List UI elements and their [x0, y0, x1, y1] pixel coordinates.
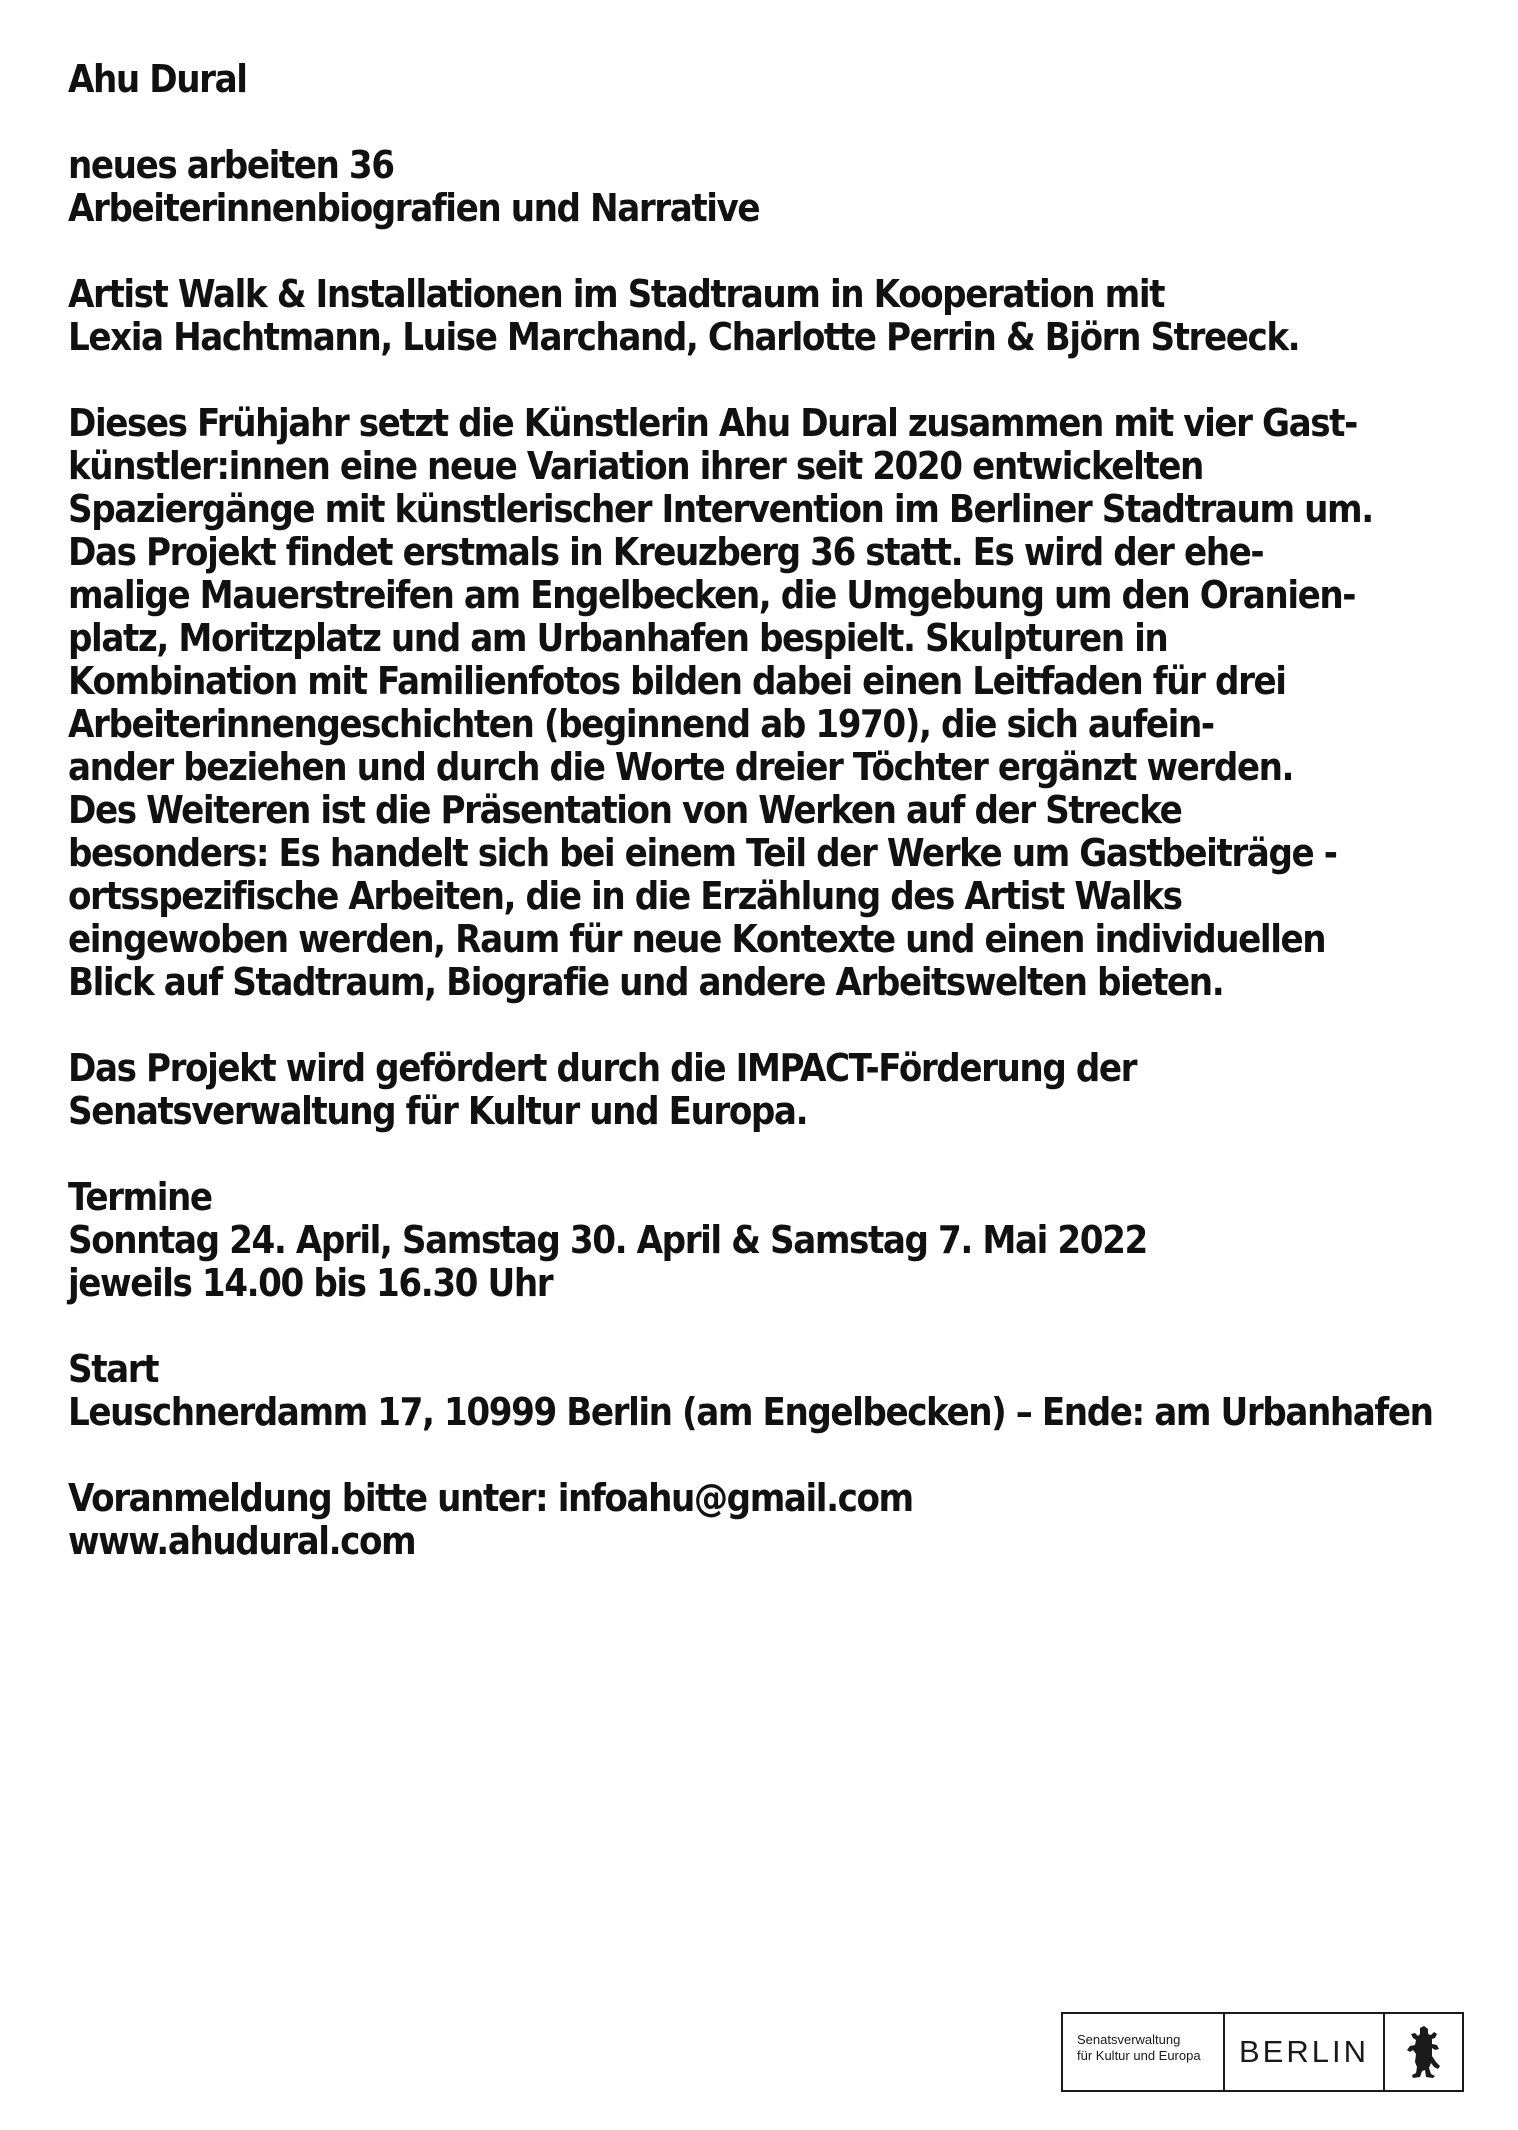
- senate-line: Senatsverwaltung: [1077, 2032, 1181, 2047]
- senate-berlin-logo: [1061, 2012, 1464, 2092]
- funding-line: Das Projekt wird gefördert durch die IMPACT-Förderung der: [68, 1046, 1137, 1090]
- project-title: neues arbeiten 36: [68, 143, 394, 187]
- dates-label: Termine: [68, 1175, 212, 1219]
- project-subtitle: Arbeiterinnenbiografien und Narrative: [68, 186, 760, 230]
- description-line: besonders: Es handelt sich bei einem Teil der Werke um Gastbeiträge -: [68, 831, 1337, 875]
- description-line: eingewoben werden, Raum für neue Kontexte und einen individuellen: [68, 917, 1326, 961]
- description-line: Arbeiterinnengeschichten (beginnend ab 1970), die sich aufein-: [68, 702, 1214, 746]
- description-line: Des Weiteren ist die Präsentation von Werken auf der Strecke: [68, 788, 1182, 832]
- dates-days: Sonntag 24. April, Samstag 30. April & Samstag 7. Mai 2022: [68, 1218, 1147, 1262]
- poster-text: [68, 58, 1488, 1563]
- senate-department-label: [1063, 2014, 1225, 2090]
- description-line: künstler:innen eine neue Variation ihrer seit 2020 entwickelten: [68, 444, 1203, 488]
- berlin-bear-icon: [1385, 2014, 1462, 2090]
- cooperation-line: Lexia Hachtmann, Luise Marchand, Charlotte Perrin & Björn Streeck.: [68, 315, 1300, 359]
- description-line: ortsspezifische Arbeiten, die in die Erzählung des Artist Walks: [68, 874, 1182, 918]
- description-line: ander beziehen und durch die Worte dreier Töchter ergänzt werden.: [68, 745, 1294, 789]
- description-line: Blick auf Stadtraum, Biografie und andere Arbeitswelten bieten.: [68, 960, 1224, 1004]
- dates-time: jeweils 14.00 bis 16.30 Uhr: [68, 1261, 553, 1305]
- description-line: malige Mauerstreifen am Engelbecken, die Umgebung um den Oranien-: [68, 573, 1356, 617]
- funding-line: Senatsverwaltung für Kultur und Europa.: [68, 1089, 808, 1133]
- description-line: platz, Moritzplatz und am Urbanhafen bespielt. Skulpturen in: [68, 616, 1168, 660]
- registration-line: Voranmeldung bitte unter: infoahu@gmail.com: [68, 1476, 913, 1520]
- description-line: Spaziergänge mit künstlerischer Intervention im Berliner Stadtraum um.: [68, 487, 1373, 531]
- website-line: www.ahudural.com: [68, 1519, 416, 1563]
- start-label: Start: [68, 1347, 159, 1391]
- artist-name: Ahu Dural: [68, 57, 247, 101]
- description-line: Dieses Frühjahr setzt die Künstlerin Ahu Dural zusammen mit vier Gast-: [68, 401, 1357, 445]
- senate-line: für Kultur und Europa: [1077, 2048, 1201, 2063]
- berlin-wordmark: BERLIN: [1225, 2014, 1385, 2090]
- cooperation-line: Artist Walk & Installationen im Stadtraum in Kooperation mit: [68, 272, 1165, 316]
- start-location: Leuschnerdamm 17, 10999 Berlin (am Engelbecken) – Ende: am Urbanhafen: [68, 1390, 1433, 1434]
- description-line: Kombination mit Familienfotos bilden dabei einen Leitfaden für drei: [68, 659, 1286, 703]
- description-line: Das Projekt findet erstmals in Kreuzberg 36 statt. Es wird der ehe-: [68, 530, 1264, 574]
